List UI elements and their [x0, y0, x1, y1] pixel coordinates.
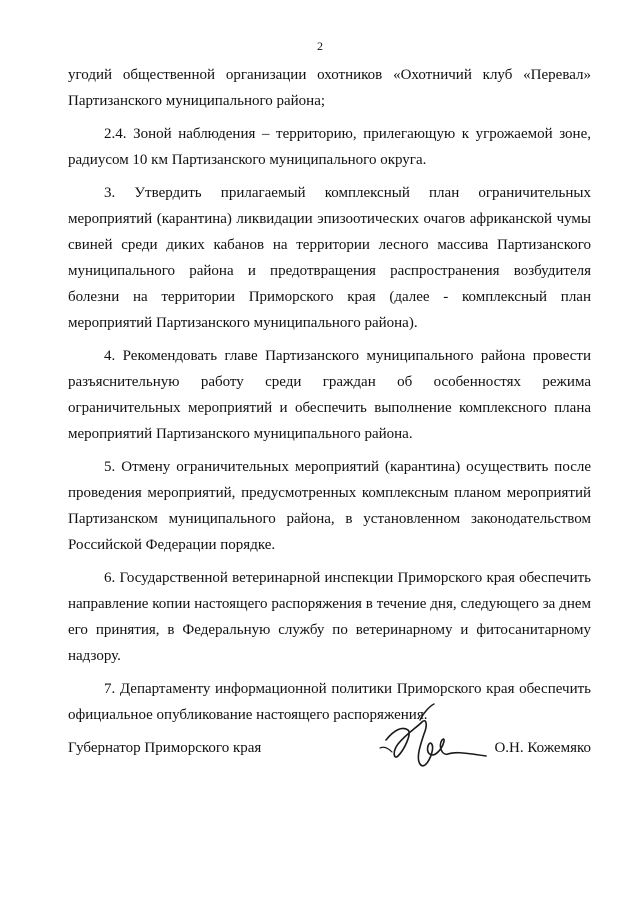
page-number: 2 [317, 39, 323, 53]
paragraph-4: 4. Рекомендовать главе Партизанского муниципального района провести разъяснительную работу среди граждан об особенностях режима ограничительных мероприятий и обеспечить выполнение комплексного плана мероприятий Партизанского муниципального района. [68, 348, 591, 442]
signatory-name: О.Н. Кожемяко [494, 740, 591, 756]
paragraph-5: 5. Отмену ограничительных мероприятий (карантина) осуществить после проведения мероприятий, предусмотренных комплексным планом мероприятий Партизанском муниципального района, в установленном законодательством Российской Федерации порядке. [68, 459, 591, 553]
document-body [68, 62, 591, 728]
paragraph-continuation: угодий общественной организации охотников «Охотничий клуб «Перевал» Партизанского муниципального района; [68, 67, 591, 109]
paragraph-7: 7. Департаменту информационной политики Приморского края обеспечить официальное опубликование настоящего распоряжения. [68, 681, 591, 723]
paragraph-2-4: 2.4. Зоной наблюдения – территорию, прилегающую к угрожаемой зоне, радиусом 10 км Партизанского муниципального округа. [68, 126, 591, 168]
signature-block [68, 735, 591, 775]
paragraph-3: 3. Утвердить прилагаемый комплексный план ограничительных мероприятий (карантина) ликвидации эпизоотических очагов африканской чумы свиней среди диких кабанов на территории лесного массива Партизанского муниципального района и предотвращения распространения возбудителя болезни на территории Приморского края (далее - комплексный план мероприятий Партизанского муниципального района). [68, 185, 591, 331]
signatory-title: Губернатор Приморского края [68, 740, 262, 756]
paragraph-6: 6. Государственной ветеринарной инспекции Приморского края обеспечить направление копии настоящего распоряжения в течение дня, следующего за днем его принятия, в Федеральную службу по ветеринарному и фитосанитарному надзору. [68, 570, 591, 664]
handwritten-signature-icon [368, 700, 488, 780]
